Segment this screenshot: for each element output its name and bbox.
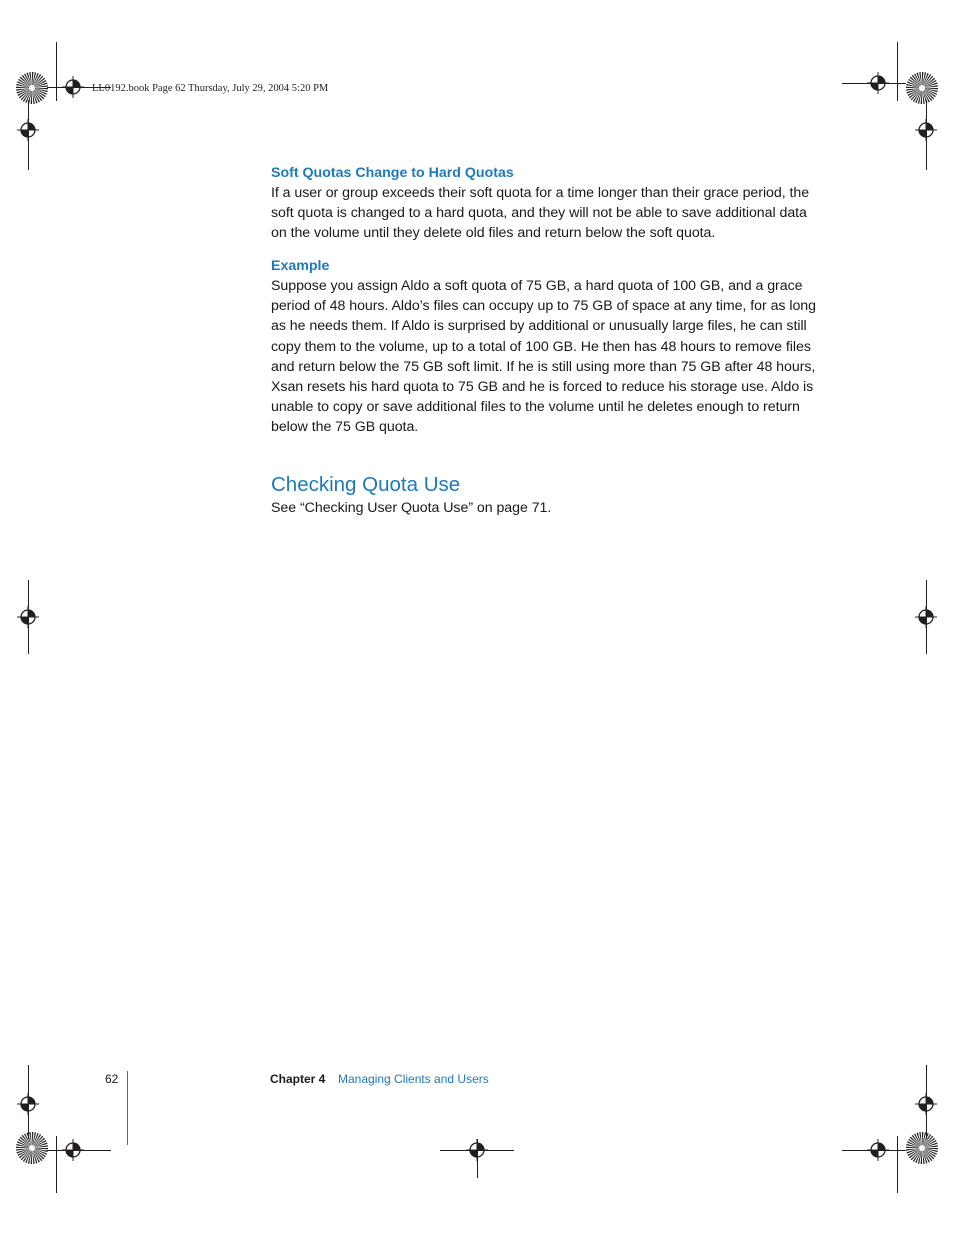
radial-starburst-icon xyxy=(16,72,48,104)
crop-line xyxy=(897,1136,898,1193)
page-number: 62 xyxy=(105,1072,119,1086)
radial-starburst-icon xyxy=(906,1132,938,1164)
registration-crosshair-icon xyxy=(915,119,937,141)
crop-line xyxy=(56,1136,57,1193)
subhead-soft-quotas-change: Soft Quotas Change to Hard Quotas xyxy=(271,165,514,181)
registration-crosshair-icon xyxy=(17,606,39,628)
registration-crosshair-icon xyxy=(867,1139,889,1161)
registration-crosshair-icon xyxy=(915,1093,937,1115)
text-line: If a user or group exceeds their soft quota for a time longer than their grace period, the xyxy=(271,185,810,201)
text-line: period of 48 hours. Aldo’s files can occupy up to 75 GB of space at any time, for as long xyxy=(271,298,816,315)
footer-chapter-title: Managing Clients and Users xyxy=(338,1072,489,1086)
footer-chapter-label: Chapter 4 xyxy=(270,1072,326,1086)
radial-starburst-icon xyxy=(16,1132,48,1164)
crop-line xyxy=(56,42,57,101)
cross-reference-text: See “Checking User Quota Use” on page 71. xyxy=(271,500,552,516)
body-paragraph xyxy=(271,183,831,244)
text-line: on the volume until they delete old files and return below the soft quota. xyxy=(271,225,716,242)
text-line: Xsan resets his hard quota to 75 GB and he is forced to reduce his storage use. Aldo is xyxy=(271,379,814,396)
body-paragraph xyxy=(271,276,831,438)
text-line: copy them to the volume, up to a total of 100 GB. He then has 48 hours to remove files xyxy=(271,338,811,355)
text-line: below the 75 GB quota. xyxy=(271,419,419,436)
text-line: as he needs them. If Aldo is surprised by additional or unusually large files, he can still xyxy=(271,318,807,335)
registration-crosshair-icon xyxy=(62,76,84,98)
text-line: soft quota is changed to a hard quota, and they will not be able to save additional data xyxy=(271,205,807,222)
registration-crosshair-icon xyxy=(17,119,39,141)
registration-crosshair-icon xyxy=(867,72,889,94)
print-slug: LL0192.book Page 62 Thursday, July 29, 2004 5:20 PM xyxy=(92,83,329,94)
text-line: Suppose you assign Aldo a soft quota of 75 GB, a hard quota of 100 GB, and a grace xyxy=(271,278,803,294)
subhead-example: Example xyxy=(271,258,330,274)
footer-rule xyxy=(127,1071,128,1145)
section-example xyxy=(271,256,831,438)
registration-crosshair-icon xyxy=(62,1139,84,1161)
text-line: unable to copy or save additional files to the volume until he deletes enough to return xyxy=(271,399,800,416)
heading-checking-quota-use: Checking Quota Use xyxy=(271,473,461,496)
section-checking-quota-use xyxy=(271,472,831,518)
section-soft-to-hard xyxy=(271,163,831,244)
text-line: and return below the 75 GB soft limit. If he is still using more than 75 GB after 48 hours, xyxy=(271,358,816,375)
crop-line xyxy=(897,42,898,101)
registration-crosshair-icon xyxy=(17,1093,39,1115)
registration-crosshair-icon xyxy=(915,606,937,628)
registration-crosshair-icon xyxy=(466,1139,488,1161)
radial-starburst-icon xyxy=(906,72,938,104)
